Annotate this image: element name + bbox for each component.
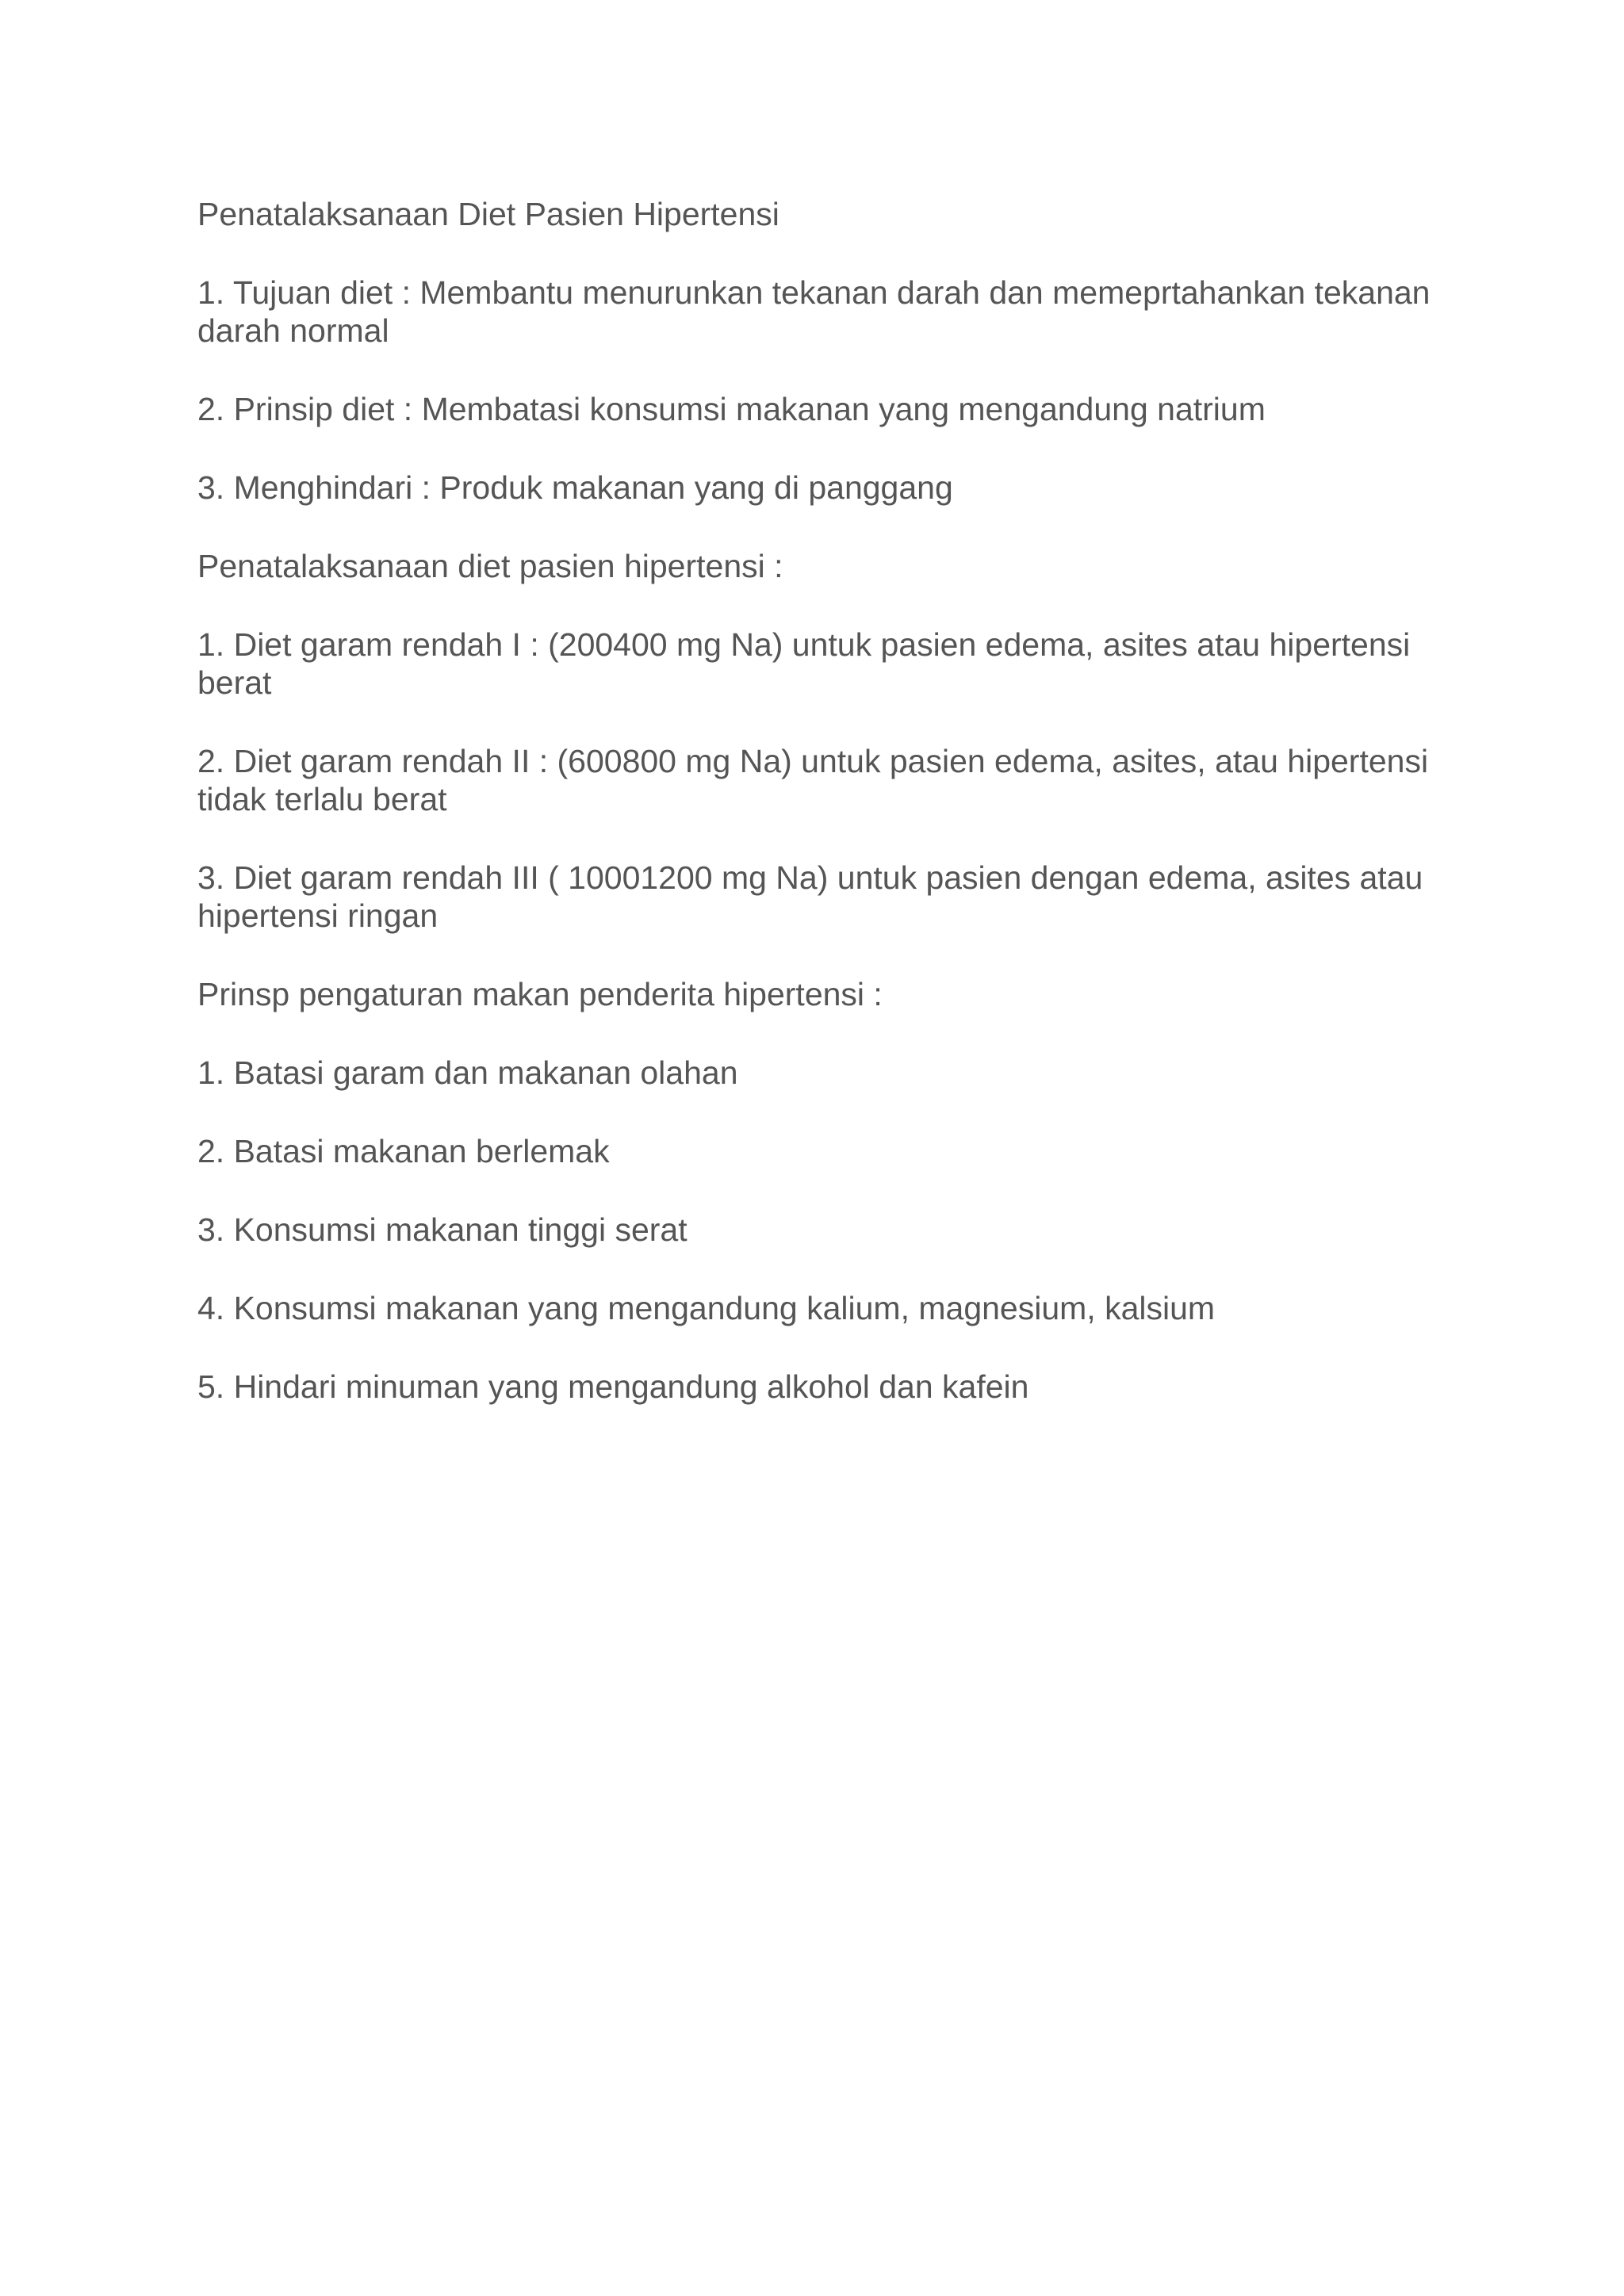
list-item: 2. Prinsip diet : Membatasi konsumsi makanan yang mengandung natrium (197, 391, 1266, 427)
document-title: Penatalaksanaan Diet Pasien Hipertensi (197, 196, 779, 232)
list-item: 1. Tujuan diet : Membantu menurunkan tekanan darah dan memeprtahankan tekanan darah normal (197, 274, 1431, 349)
section-heading: Penatalaksanaan diet pasien hipertensi : (197, 548, 783, 584)
list-item: 3. Diet garam rendah III ( 10001200 mg Na) untuk pasien dengan edema, asites atau hipertensi ringan (197, 859, 1423, 934)
list-item: 3. Konsumsi makanan tinggi serat (197, 1211, 688, 1248)
list-item: 5. Hindari minuman yang mengandung alkohol dan kafein (197, 1368, 1029, 1405)
list-item: 1. Diet garam rendah I : (200400 mg Na) untuk pasien edema, asites atau hipertensi berat (197, 626, 1411, 701)
section-heading: Prinsp pengaturan makan penderita hipertensi : (197, 976, 883, 1012)
list-item: 2. Batasi makanan berlemak (197, 1133, 610, 1169)
list-item: 2. Diet garam rendah II : (600800 mg Na) untuk pasien edema, asites, atau hipertensi tidak terlalu berat (197, 743, 1429, 817)
document-body (197, 195, 1434, 1406)
list-item: 1. Batasi garam dan makanan olahan (197, 1054, 738, 1091)
list-item: 3. Menghindari : Produk makanan yang di panggang (197, 469, 953, 506)
list-item: 4. Konsumsi makanan yang mengandung kalium, magnesium, kalsium (197, 1290, 1216, 1326)
